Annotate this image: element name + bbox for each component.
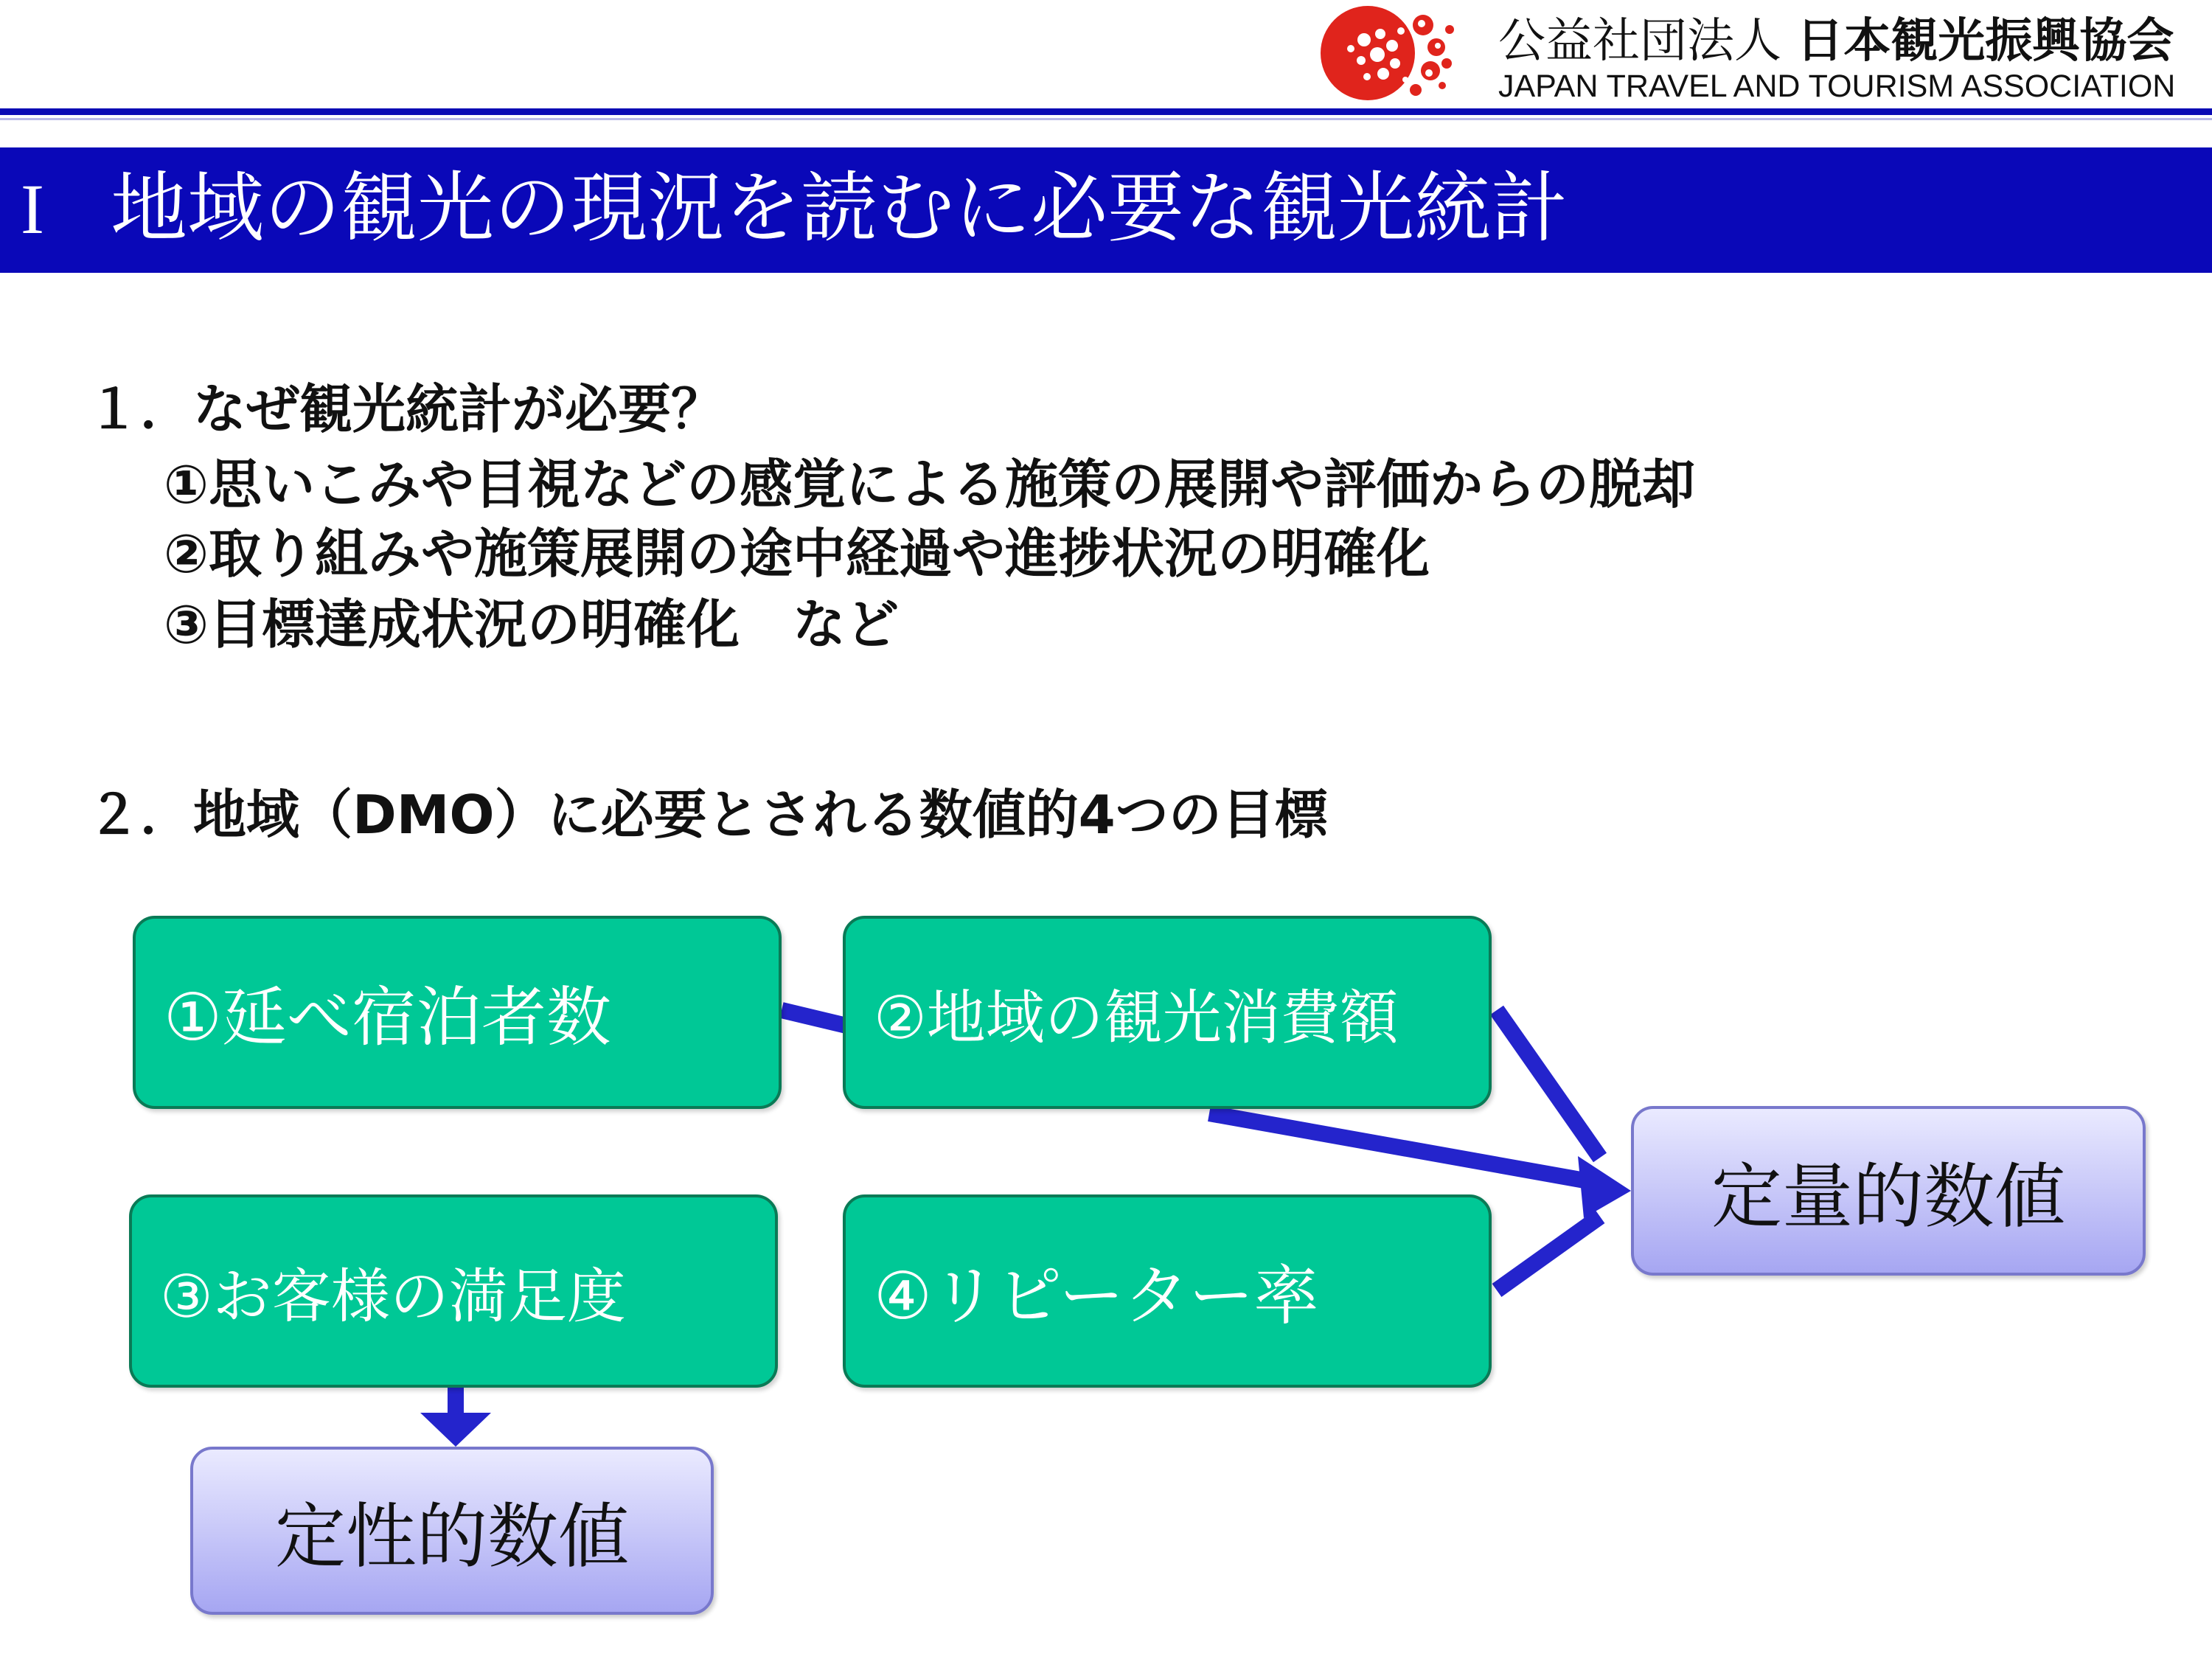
- target-box-tourism-spending: [843, 916, 1492, 1109]
- target-box-repeat-rate: [843, 1194, 1492, 1388]
- quantitative-label: 定量的数値: [1711, 1155, 2065, 1238]
- target-label: ②地域の観光消費額: [874, 983, 1399, 1052]
- section1-heading: １．なぜ観光統計が必要？: [87, 378, 725, 440]
- target-label: ④リピーター率: [874, 1258, 1319, 1334]
- section1-item: ①思いこみや目視などの感覚による施策の展開や評価からの脱却: [164, 453, 1695, 515]
- arrow-target2-side-to-quantitative: [1497, 1010, 1600, 1158]
- section1-item: ②取り組みや施策展開の途中経過や進捗状況の明確化: [164, 523, 1430, 585]
- quantitative-box: [1631, 1106, 2146, 1276]
- qualitative-box: [190, 1447, 714, 1615]
- arrowhead: [1578, 1156, 1631, 1218]
- target-label: ①延べ宿泊者数: [164, 979, 611, 1055]
- arrow-target1-to-target2: [782, 1010, 849, 1026]
- arrowhead: [420, 1413, 491, 1447]
- target-box-overnight-stays: [133, 916, 782, 1109]
- page-title: 地域の観光の現況を読むに必要な観光統計: [111, 163, 1568, 253]
- arrow-target4-to-quantitative: [1497, 1217, 1600, 1290]
- organization-prefix: 公益社団法人: [1498, 14, 1781, 69]
- target-label: ③お客様の満足度: [160, 1262, 626, 1331]
- organization-name-en: JAPAN TRAVEL AND TOURISM ASSOCIATION: [1498, 69, 2176, 104]
- arrow-target2-to-quantitative: [1209, 1113, 1589, 1181]
- qualitative-label: 定性的数値: [275, 1495, 629, 1578]
- section2-heading: ２．地域（DMO）に必要とされる数値的4つの目標: [87, 784, 1328, 846]
- organization-name: 日本観光振興協会: [1796, 14, 2174, 69]
- section1-item: ③目標達成状況の明確化 など: [164, 594, 899, 655]
- title-number: I: [21, 170, 44, 248]
- target-box-satisfaction: [129, 1194, 778, 1388]
